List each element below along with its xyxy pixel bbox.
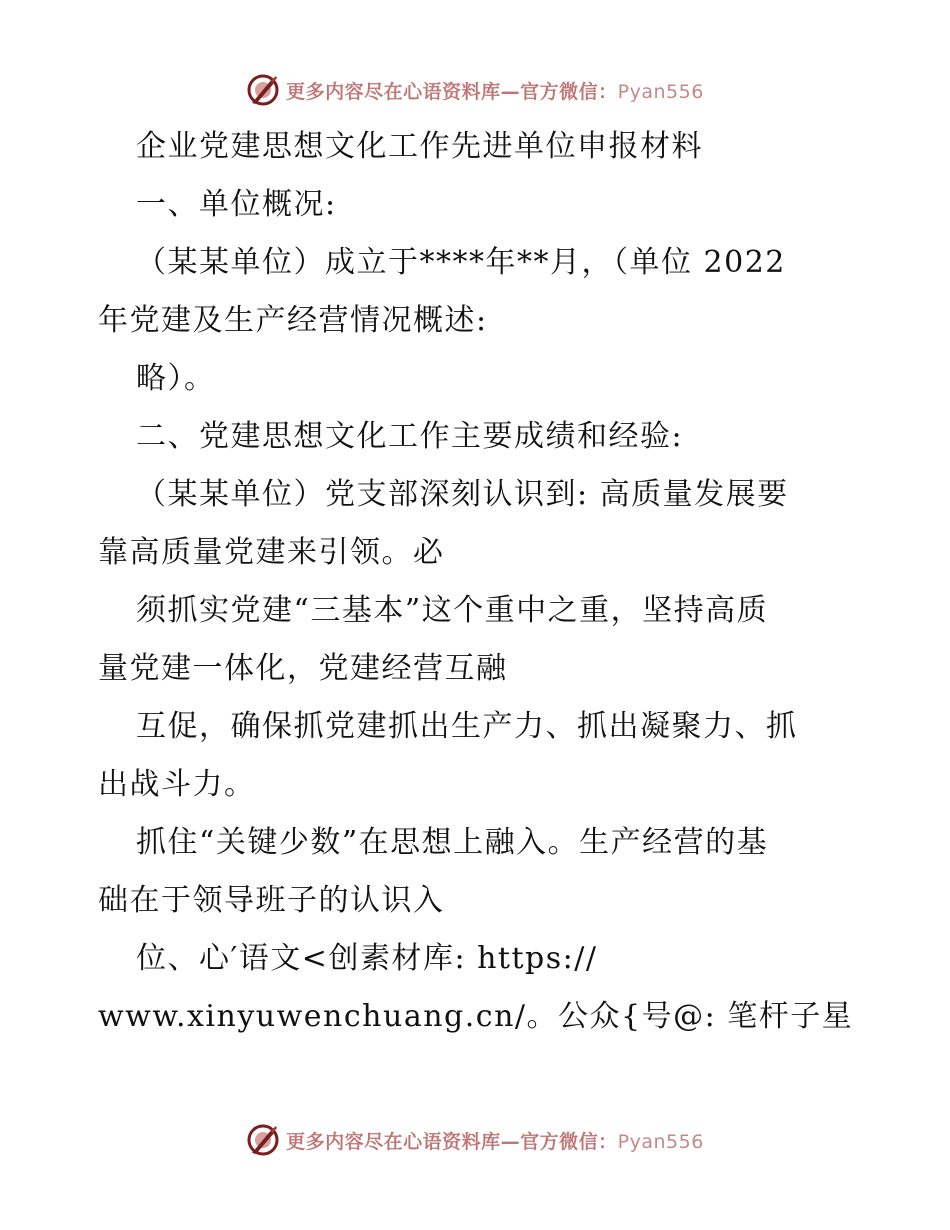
paragraph-line: 年党建及生产经营情况概述: <box>98 303 488 338</box>
paragraph-line: 量党建一体化，党建经营互融 <box>98 651 508 686</box>
header-wechat-id: Pyan556 <box>617 80 704 103</box>
paragraph-line: 位、心′语文<创素材库: https:// <box>136 941 598 976</box>
paragraph-line: 础在于领导班子的认识入 <box>98 883 445 918</box>
quill-logo-icon <box>246 1123 280 1157</box>
footer-watermark <box>246 1123 704 1157</box>
header-banner-text: 更多内容尽在心语资料库—官方微信：Pyan556 <box>286 80 704 103</box>
paragraph-line: www.xinyuwenchuang.cn/。公众{号@: 笔杆子星 <box>98 999 854 1034</box>
document-body <box>98 118 858 1046</box>
paragraph-line: （某某单位）党支部深刻认识到: 高质量发展要 <box>136 477 789 512</box>
header-watermark <box>246 73 704 107</box>
paragraph-line: 互促，确保抓党建抓出生产力、抓出凝聚力、抓 <box>136 709 798 744</box>
section-heading-2: 二、党建思想文化工作主要成绩和经验: <box>136 419 684 454</box>
paragraph-line: 略）。 <box>136 361 216 396</box>
paragraph-line: 靠高质量党建来引领。必 <box>98 535 445 570</box>
page-footer-banner <box>0 1120 950 1160</box>
paragraph-line: 须抓实党建“三基本”这个重中之重，坚持高质 <box>136 593 769 628</box>
paragraph-line: 抓住“关键少数”在思想上融入。生产经营的基 <box>136 825 769 860</box>
document-title: 企业党建思想文化工作先进单位申报材料 <box>136 129 703 164</box>
paragraph-line: 出战斗力。 <box>98 767 256 802</box>
section-heading-1: 一、单位概况: <box>136 187 337 222</box>
page-header-banner <box>0 70 950 110</box>
footer-banner-text: 更多内容尽在心语资料库—官方微信：Pyan556 <box>286 1130 704 1153</box>
quill-logo-icon <box>246 73 280 107</box>
paragraph-line: （某某单位）成立于****年**月，（单位 2022 <box>136 245 786 280</box>
footer-wechat-id: Pyan556 <box>617 1130 704 1153</box>
